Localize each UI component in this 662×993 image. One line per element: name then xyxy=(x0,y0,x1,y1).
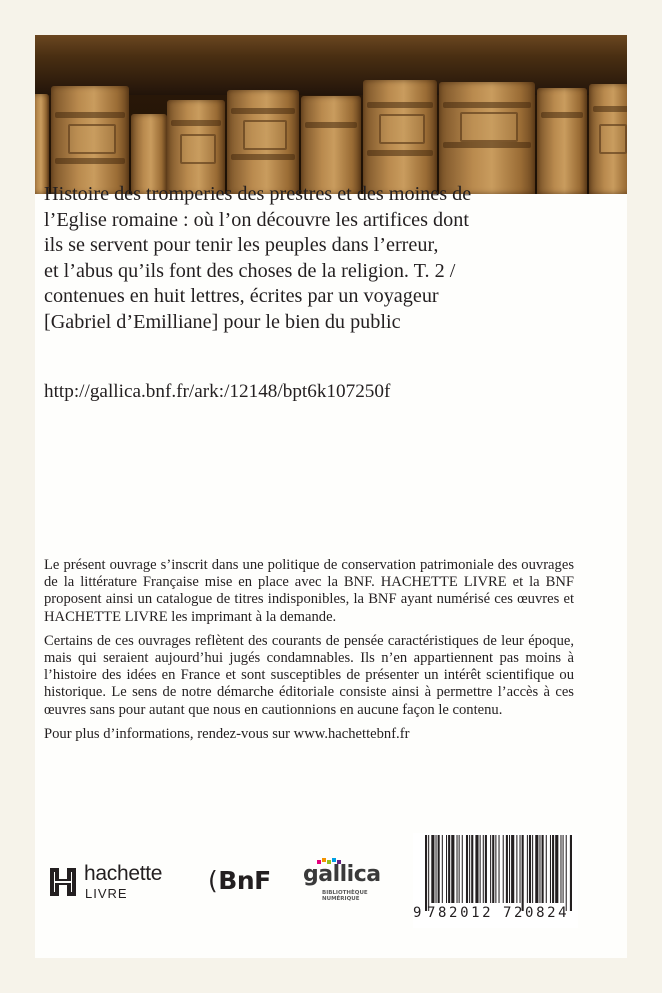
barcode-bar xyxy=(570,835,572,911)
barcode-bar xyxy=(552,835,554,903)
gallica-subtitle xyxy=(322,890,368,902)
barcode-bar xyxy=(490,835,491,903)
barcode-bar xyxy=(503,835,504,903)
barcode-bar xyxy=(436,835,437,903)
barcode-bar xyxy=(535,835,538,903)
barcode-bar xyxy=(499,835,500,903)
barcode-bar xyxy=(520,835,521,903)
barcode-bar xyxy=(469,835,470,903)
bnf-paren: ( xyxy=(208,866,218,895)
barcode-bar xyxy=(563,835,564,903)
notice-paragraph: Certains de ces ouvrages reflètent des courants de pensée caractéristiques de leur époque, mais qui seraient aujourd’hui jugés condamnables. Ils n’en appartiennent pas moins à l’histoire des idées en France et sont susceptibles de présenter un intérêt scientifique ou historique. Le sens de notre démarche éditoriale consiste ainsi à permettre l’accès à ces œuvres sans pour autant que nous en cautionnions en aucune façon le contenu. xyxy=(44,632,574,718)
barcode-bar xyxy=(492,835,494,903)
barcode-bar xyxy=(431,835,434,903)
book-spine xyxy=(537,88,587,194)
barcode-bar xyxy=(539,835,540,903)
hachette-livre-logo xyxy=(48,862,188,900)
publisher-notice xyxy=(44,557,574,750)
gallica-sub-line: NUMÉRIQUE xyxy=(322,896,360,903)
barcode-bar xyxy=(457,835,458,903)
barcode-bar xyxy=(495,835,496,903)
gallica-name: gallica xyxy=(303,862,381,887)
book-spine xyxy=(439,82,535,194)
barcode-bar xyxy=(428,835,429,911)
barcode-bar xyxy=(555,835,558,903)
book-spine xyxy=(167,100,225,194)
barcode-bar xyxy=(509,835,510,903)
book-spine xyxy=(589,84,627,194)
livre-label: LIVRE xyxy=(85,886,128,901)
book-spine xyxy=(301,96,361,194)
bnf-logo xyxy=(208,866,271,895)
barcode-bar xyxy=(506,835,508,903)
notice-paragraph: Le présent ouvrage s’inscrit dans une politique de conservation patrimoniale des ouvrages de la littérature Française mise en place avec la BNF. HACHETTE LIVRE et la BNF proposent ainsi un catalogue de titres indisponibles, la BNF ayant numérisé ces œuvres et HACHETTE LIVRE les imprimant à la demande. xyxy=(44,557,574,625)
barcode-bar xyxy=(511,835,514,903)
barcode-bar xyxy=(442,835,443,903)
barcode-first-digit: 9 xyxy=(413,905,422,921)
barcode-bar xyxy=(475,835,478,903)
title-line: ils se servent pour tenir les peuples dans l’erreur, xyxy=(44,234,439,256)
book-spine xyxy=(35,94,49,194)
barcode-bar xyxy=(550,835,551,903)
barcode-bar xyxy=(532,835,533,903)
barcode-group-left: 782012 xyxy=(427,905,494,921)
barcode-bar xyxy=(483,835,484,903)
gallica-logo xyxy=(303,858,383,908)
barcode-bar xyxy=(459,835,460,903)
barcode-bar xyxy=(438,835,440,903)
barcode-bar xyxy=(566,835,567,911)
hachette-h-icon xyxy=(48,866,78,898)
title-line: [Gabriel d’Emilliane] pour le bien du public xyxy=(44,310,401,333)
bookshelf-banner-image xyxy=(35,35,627,194)
barcode-bar xyxy=(560,835,561,903)
barcode-bar xyxy=(462,835,463,903)
barcode-group-right: 720824 xyxy=(503,905,570,921)
bnf-name: BnF xyxy=(218,866,271,895)
barcode-bar xyxy=(471,835,473,903)
isbn-barcode xyxy=(413,833,578,928)
barcode-bar xyxy=(527,835,528,903)
title-line: et l’abus qu’ils font des choses de la religion. T. 2 / xyxy=(44,259,456,282)
barcode-bar xyxy=(425,835,427,911)
title-line: Histoire des tromperies des prestres et des moines de xyxy=(44,183,472,205)
book-spine xyxy=(363,80,437,194)
gallica-url: http://gallica.bnf.fr/ark:/12148/bpt6k107250f xyxy=(44,381,391,402)
book-spine xyxy=(51,86,129,194)
barcode-bar xyxy=(448,835,450,903)
book-spine xyxy=(227,90,299,194)
barcode-bar xyxy=(546,835,547,903)
barcode-bar xyxy=(542,835,544,903)
title-line: l’Eglise romaine : où l’on découvre les artifices dont xyxy=(44,208,469,231)
barcode-bar xyxy=(485,835,487,903)
title-line: contenues en huit lettres, écrites par un voyageur xyxy=(44,285,439,307)
gallica-sub-line: BIBLIOTHÈQUE xyxy=(322,890,368,896)
book-title xyxy=(44,182,564,335)
barcode-bar xyxy=(480,835,481,903)
barcode-bar xyxy=(522,835,524,911)
hachette-name: hachette xyxy=(84,862,163,885)
barcode-bar xyxy=(451,835,454,903)
barcode-bar xyxy=(466,835,468,903)
barcode-bar xyxy=(516,835,517,903)
barcode-bar xyxy=(529,835,531,903)
info-link-paragraph: Pour plus d’informations, rendez-vous sur www.hachettebnf.fr xyxy=(44,725,410,742)
barcode-bar xyxy=(446,835,447,903)
book-back-cover xyxy=(35,35,627,958)
